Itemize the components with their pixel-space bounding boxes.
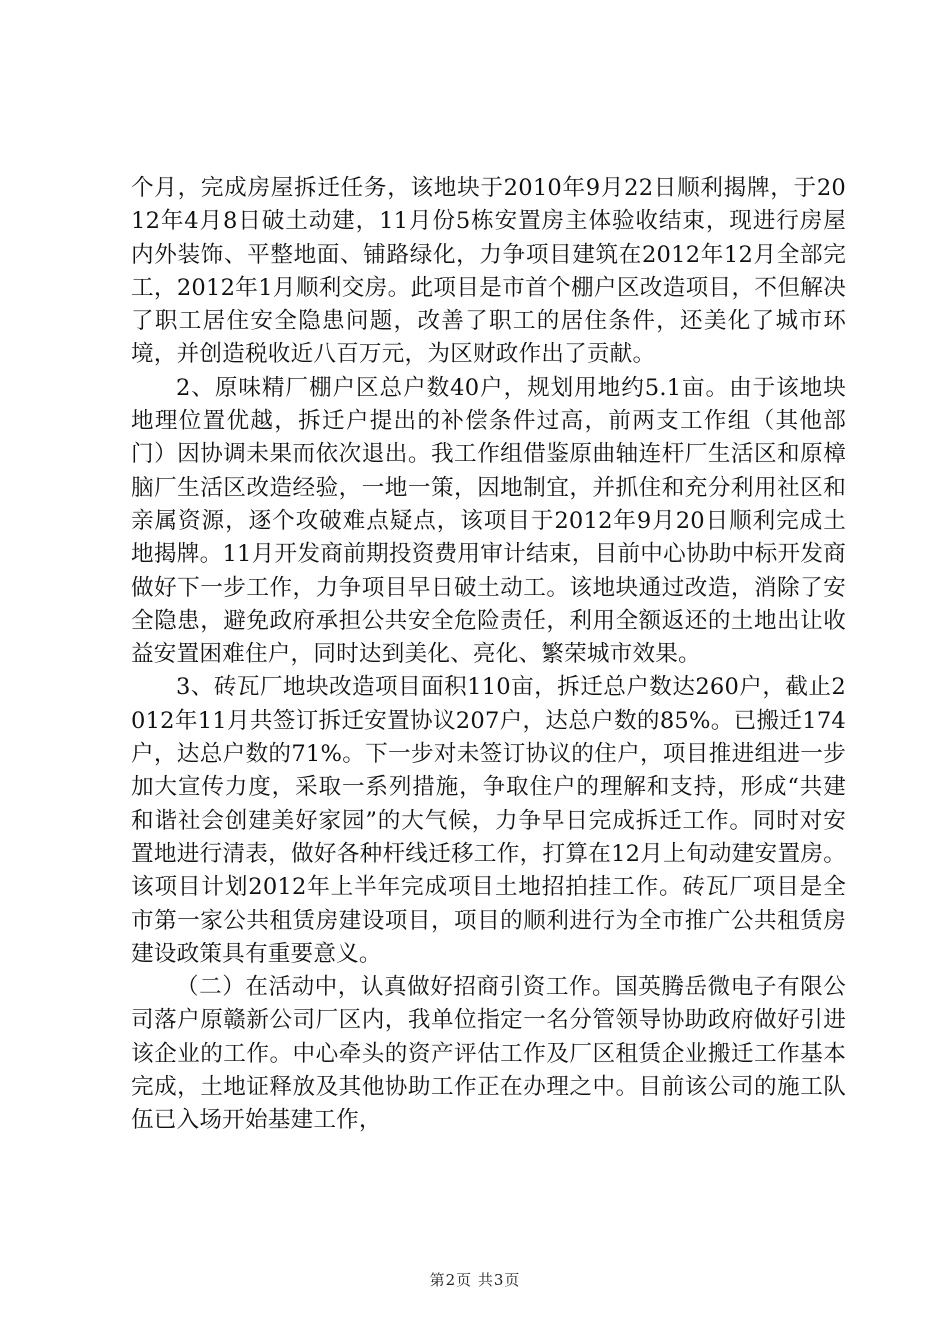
page-number-footer: 第2页 共3页 [429, 1271, 521, 1289]
paragraph-investment-section: （二）在活动中，认真做好招商引资工作。国英腾岳微电子有限公司落户原赣新公司厂区内，我单位指定一名分管领导协助政府做好引进该企业的工作。中心牵头的资产评估工作及厂区租赁企业搬迁工作基本完成，土地证释放及其他协助工作正在办理之中。目前该公司的施工队伍已入场开始基建工作， [131, 974, 846, 1134]
paragraph-project-3: 3、砖瓦厂地块改造项目面积110亩，拆迁总户数达260户，截止2012年11月共签订拆迁安置协议207户，达总户数的85%。已搬迁174户，达总户数的71%。下一步对未签订协议的住户，项目推进组进一步加大宣传力度，采取一系列措施，争取住户的理解和支持，形成“共建和谐社会创建美好家园”的大气候，力争早日完成拆迁工作。同时对安置地进行清表，做好各种杆线迁移工作，打算在12月上旬动建安置房。该项目计划2012年上半年完成项目土地招拍挂工作。砖瓦厂项目是全市第一家公共租赁房建设项目，项目的顺利进行为全市推广公共租赁房建设政策具有重要意义。 [131, 674, 846, 967]
paragraph-project-2: 2、原味精厂棚户区总户数40户，规划用地约5.1亩。由于该地块地理位置优越，拆迁户提出的补偿条件过高，前两支工作组（其他部门）因协调未果而依次退出。我工作组借鉴原曲轴连杆厂生活区和原樟脑厂生活区改造经验，一地一策，因地制宜，并抓住和充分利用社区和亲属资源，逐个攻破难点疑点，该项目于2012年9月20日顺利完成土地揭牌。11月开发商前期投资费用审计结束，目前中心协助中标开发商做好下一步工作，力争项目早日破土动工。该地块通过改造，消除了安全隐患，避免政府承担公共安全危险责任，利用全额返还的土地出让收益安置困难住户，同时达到美化、亮化、繁荣城市效果。 [131, 374, 846, 668]
document-body [131, 172, 846, 1138]
paragraph-continued-project-1: 个月，完成房屋拆迁任务，该地块于2010年9月22日顺利揭牌，于2012年4月8日破土动建，11月份5栋安置房主体验收结束，现进行房屋内外装饰、平整地面、铺路绿化，力争项目建筑在2012年12月全部完工，2012年1月顺利交房。此项目是市首个棚户区改造项目，不但解决了职工居住安全隐患问题，改善了职工的居住条件，还美化了城市环境，并创造税收近八百万元，为区财政作出了贡献。 [131, 175, 846, 368]
